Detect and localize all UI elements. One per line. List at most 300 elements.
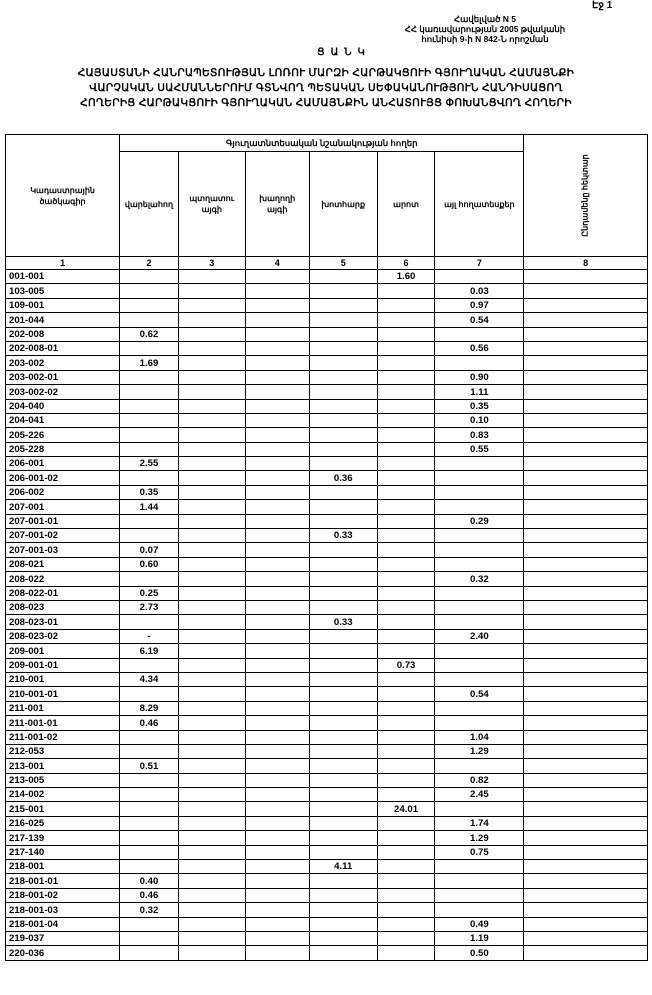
table-row: [6, 931, 648, 945]
value-cell: [309, 356, 377, 370]
value-cell: [309, 341, 377, 355]
cadastral-code-cell: 109-001: [6, 298, 120, 312]
value-cell: [524, 687, 648, 701]
table-row: [6, 356, 648, 370]
value-cell: [309, 327, 377, 341]
value-cell: [245, 543, 309, 557]
value-cell: 0.51: [120, 759, 179, 773]
value-cell: [377, 716, 435, 730]
value-cell: [377, 687, 435, 701]
table-row: [6, 672, 648, 686]
value-cell: [524, 557, 648, 571]
value-cell: [245, 557, 309, 571]
value-cell: 0.82: [435, 773, 524, 787]
value-cell: [377, 816, 435, 830]
table-row: [6, 557, 648, 571]
value-cell: [309, 514, 377, 528]
column-number: 4: [245, 257, 309, 270]
value-cell: 0.75: [435, 845, 524, 859]
value-cell: [524, 284, 648, 298]
value-cell: [435, 529, 524, 543]
value-cell: [524, 600, 648, 614]
value-cell: [524, 485, 648, 499]
cadastral-code-cell: 218-001-04: [6, 917, 120, 931]
value-cell: [120, 370, 179, 384]
cadastral-code-cell: 212-053: [6, 744, 120, 758]
header-pasture: արոտ: [377, 152, 435, 257]
value-cell: [524, 615, 648, 629]
value-cell: [245, 788, 309, 802]
table-row: [6, 514, 648, 528]
value-cell: 2.40: [435, 629, 524, 643]
value-cell: [245, 931, 309, 945]
value-cell: 6.19: [120, 644, 179, 658]
value-cell: [120, 399, 179, 413]
value-cell: [245, 428, 309, 442]
value-cell: [524, 701, 648, 715]
value-cell: [120, 845, 179, 859]
value-cell: [524, 313, 648, 327]
value-cell: 0.54: [435, 687, 524, 701]
value-cell: [524, 773, 648, 787]
value-cell: [120, 284, 179, 298]
value-cell: [245, 716, 309, 730]
table-row: [6, 485, 648, 499]
cadastral-code-cell: 204-040: [6, 399, 120, 413]
value-cell: 0.25: [120, 586, 179, 600]
value-cell: [377, 356, 435, 370]
table-row: [6, 701, 648, 715]
value-cell: [178, 428, 245, 442]
value-cell: [178, 816, 245, 830]
table-row: [6, 270, 648, 284]
value-cell: [309, 788, 377, 802]
value-cell: [245, 385, 309, 399]
table-row: [6, 716, 648, 730]
value-cell: 1.19: [435, 931, 524, 945]
value-cell: [120, 744, 179, 758]
value-cell: [245, 701, 309, 715]
cadastral-code-cell: 211-001: [6, 701, 120, 715]
value-cell: [309, 816, 377, 830]
value-cell: [245, 658, 309, 672]
value-cell: [178, 442, 245, 456]
value-cell: 0.33: [309, 529, 377, 543]
value-cell: [377, 730, 435, 744]
cadastral-code-cell: 203-002-01: [6, 370, 120, 384]
value-cell: [435, 658, 524, 672]
table-row: [6, 888, 648, 902]
value-cell: [524, 860, 648, 874]
cadastral-code-cell: 001-001: [6, 270, 120, 284]
value-cell: [178, 399, 245, 413]
value-cell: [377, 931, 435, 945]
table-row: [6, 946, 648, 960]
table-row: [6, 845, 648, 859]
value-cell: [245, 327, 309, 341]
table-row: [6, 629, 648, 643]
table-row: [6, 773, 648, 787]
value-cell: [524, 658, 648, 672]
value-cell: 0.49: [435, 917, 524, 931]
value-cell: [435, 759, 524, 773]
value-cell: 0.56: [435, 341, 524, 355]
value-cell: [435, 471, 524, 485]
value-cell: [435, 543, 524, 557]
value-cell: [178, 298, 245, 312]
value-cell: [178, 284, 245, 298]
value-cell: [309, 744, 377, 758]
value-cell: [120, 442, 179, 456]
value-cell: 1.74: [435, 816, 524, 830]
value-cell: [377, 413, 435, 427]
table-row: [6, 284, 648, 298]
value-cell: 0.55: [435, 442, 524, 456]
value-cell: [524, 946, 648, 960]
value-cell: [377, 370, 435, 384]
value-cell: [245, 845, 309, 859]
value-cell: [377, 557, 435, 571]
value-cell: [435, 586, 524, 600]
cadastral-code-cell: 213-005: [6, 773, 120, 787]
value-cell: [377, 788, 435, 802]
value-cell: [178, 572, 245, 586]
value-cell: 0.33: [309, 615, 377, 629]
value-cell: 0.40: [120, 874, 179, 888]
value-cell: [178, 917, 245, 931]
cadastral-code-cell: 217-139: [6, 831, 120, 845]
value-cell: [524, 428, 648, 442]
cadastral-code-cell: 208-023-02: [6, 629, 120, 643]
value-cell: [377, 917, 435, 931]
value-cell: [377, 874, 435, 888]
value-cell: [377, 313, 435, 327]
value-cell: [178, 615, 245, 629]
table-row: [6, 600, 648, 614]
value-cell: [245, 917, 309, 931]
value-cell: [435, 644, 524, 658]
value-cell: [178, 629, 245, 643]
value-cell: [377, 514, 435, 528]
cadastral-code-cell: 103-005: [6, 284, 120, 298]
table-row: [6, 385, 648, 399]
table-row: [6, 586, 648, 600]
column-number: 6: [377, 257, 435, 270]
value-cell: [309, 845, 377, 859]
value-cell: [377, 903, 435, 917]
value-cell: [377, 644, 435, 658]
value-cell: [524, 744, 648, 758]
value-cell: [178, 701, 245, 715]
cadastral-code-cell: 204-041: [6, 413, 120, 427]
cadastral-code-cell: 209-001-01: [6, 658, 120, 672]
value-cell: [435, 500, 524, 514]
table-row: [6, 327, 648, 341]
value-cell: 0.07: [120, 543, 179, 557]
value-cell: 1.29: [435, 744, 524, 758]
value-cell: [120, 831, 179, 845]
value-cell: [309, 284, 377, 298]
column-number: 7: [435, 257, 524, 270]
value-cell: 0.35: [435, 399, 524, 413]
value-cell: [120, 529, 179, 543]
value-cell: [524, 341, 648, 355]
table-row: [6, 442, 648, 456]
value-cell: [377, 543, 435, 557]
value-cell: [377, 327, 435, 341]
value-cell: [178, 413, 245, 427]
cadastral-code-cell: 217-140: [6, 845, 120, 859]
table-row: [6, 917, 648, 931]
cadastral-code-cell: 208-021: [6, 557, 120, 571]
value-cell: [377, 341, 435, 355]
cadastral-code-cell: 213-001: [6, 759, 120, 773]
table-row: [6, 802, 648, 816]
cadastral-code-cell: 203-002: [6, 356, 120, 370]
table-row: [6, 644, 648, 658]
value-cell: [524, 457, 648, 471]
value-cell: [178, 341, 245, 355]
value-cell: 1.60: [377, 270, 435, 284]
cadastral-code-cell: 203-002-02: [6, 385, 120, 399]
header-total: [524, 135, 648, 257]
value-cell: [524, 644, 648, 658]
value-cell: [309, 946, 377, 960]
value-cell: [245, 442, 309, 456]
table-row: [6, 759, 648, 773]
value-cell: [435, 716, 524, 730]
value-cell: [309, 701, 377, 715]
header-cadastral-code: Կադաստրային ծածկագիր: [6, 135, 120, 257]
value-cell: [245, 860, 309, 874]
cadastral-code-cell: 218-001-01: [6, 874, 120, 888]
value-cell: [524, 270, 648, 284]
cadastral-code-cell: 211-001-02: [6, 730, 120, 744]
value-cell: [120, 917, 179, 931]
value-cell: [377, 773, 435, 787]
cadastral-code-cell: 207-001: [6, 500, 120, 514]
value-cell: [377, 572, 435, 586]
cadastral-code-cell: 207-001-03: [6, 543, 120, 557]
value-cell: [178, 557, 245, 571]
cadastral-code-cell: 208-023-01: [6, 615, 120, 629]
value-cell: [178, 586, 245, 600]
value-cell: [245, 356, 309, 370]
value-cell: [178, 644, 245, 658]
table-row: [6, 903, 648, 917]
table-row: [6, 860, 648, 874]
document-title: [6, 66, 646, 111]
value-cell: [377, 759, 435, 773]
value-cell: [245, 270, 309, 284]
value-cell: 24.01: [377, 802, 435, 816]
value-cell: [524, 931, 648, 945]
header-hayfield: խոտհարք: [309, 152, 377, 257]
value-cell: [120, 313, 179, 327]
value-cell: [309, 500, 377, 514]
cadastral-code-cell: 211-001-01: [6, 716, 120, 730]
value-cell: [309, 903, 377, 917]
value-cell: [178, 471, 245, 485]
value-cell: [120, 946, 179, 960]
value-cell: 0.03: [435, 284, 524, 298]
value-cell: 0.32: [435, 572, 524, 586]
value-cell: [245, 730, 309, 744]
value-cell: [245, 773, 309, 787]
cadastral-code-cell: 201-044: [6, 313, 120, 327]
value-cell: [377, 888, 435, 902]
value-cell: [309, 370, 377, 384]
value-cell: [435, 802, 524, 816]
value-cell: [524, 298, 648, 312]
value-cell: [524, 327, 648, 341]
value-cell: [120, 514, 179, 528]
value-cell: [377, 615, 435, 629]
value-cell: [435, 860, 524, 874]
value-cell: [120, 816, 179, 830]
header-arable: վարելահող: [120, 152, 179, 257]
value-cell: [524, 514, 648, 528]
value-cell: [309, 270, 377, 284]
value-cell: [245, 514, 309, 528]
value-cell: [245, 413, 309, 427]
value-cell: [309, 586, 377, 600]
value-cell: [524, 500, 648, 514]
value-cell: 0.36: [309, 471, 377, 485]
value-cell: [309, 313, 377, 327]
land-table: [5, 134, 648, 961]
annex-line-1: Հավելված N 5: [454, 14, 516, 24]
value-cell: [377, 471, 435, 485]
cadastral-code-cell: 208-023: [6, 600, 120, 614]
value-cell: [309, 399, 377, 413]
cadastral-code-cell: 205-228: [6, 442, 120, 456]
cadastral-code-cell: 215-001: [6, 802, 120, 816]
value-cell: [377, 672, 435, 686]
value-cell: [178, 385, 245, 399]
value-cell: [524, 356, 648, 370]
value-cell: [377, 385, 435, 399]
value-cell: [435, 557, 524, 571]
value-cell: [524, 586, 648, 600]
value-cell: [245, 831, 309, 845]
value-cell: [178, 888, 245, 902]
value-cell: [377, 831, 435, 845]
value-cell: [309, 773, 377, 787]
value-cell: [178, 270, 245, 284]
value-cell: [309, 557, 377, 571]
table-row: [6, 428, 648, 442]
value-cell: [178, 672, 245, 686]
value-cell: [524, 845, 648, 859]
value-cell: [524, 572, 648, 586]
table-row: [6, 874, 648, 888]
value-cell: 0.32: [120, 903, 179, 917]
value-cell: [524, 413, 648, 427]
value-cell: [120, 788, 179, 802]
value-cell: [178, 327, 245, 341]
table-body: [6, 270, 648, 961]
table-row: [6, 744, 648, 758]
value-cell: 0.54: [435, 313, 524, 327]
value-cell: 0.46: [120, 716, 179, 730]
table-row: [6, 413, 648, 427]
value-cell: [309, 543, 377, 557]
value-cell: 1.69: [120, 356, 179, 370]
value-cell: [524, 917, 648, 931]
value-cell: [435, 600, 524, 614]
value-cell: [377, 485, 435, 499]
table-row: [6, 500, 648, 514]
value-cell: [309, 428, 377, 442]
value-cell: [120, 931, 179, 945]
value-cell: [178, 356, 245, 370]
value-cell: [309, 802, 377, 816]
value-cell: [178, 485, 245, 499]
value-cell: [245, 903, 309, 917]
value-cell: [309, 931, 377, 945]
value-cell: [178, 457, 245, 471]
cadastral-code-cell: 202-008: [6, 327, 120, 341]
value-cell: [377, 500, 435, 514]
value-cell: [178, 529, 245, 543]
value-cell: [524, 471, 648, 485]
annex-block: [380, 14, 590, 44]
value-cell: 0.60: [120, 557, 179, 571]
value-cell: [309, 716, 377, 730]
value-cell: [120, 385, 179, 399]
value-cell: 1.04: [435, 730, 524, 744]
value-cell: [245, 457, 309, 471]
value-cell: [309, 629, 377, 643]
value-cell: [524, 629, 648, 643]
value-cell: [435, 356, 524, 370]
value-cell: [309, 874, 377, 888]
value-cell: [178, 845, 245, 859]
value-cell: [178, 370, 245, 384]
header-orchard: պտղատու այգի: [178, 152, 245, 257]
value-cell: [245, 744, 309, 758]
value-cell: [245, 485, 309, 499]
value-cell: [245, 313, 309, 327]
value-cell: [435, 903, 524, 917]
value-cell: [245, 529, 309, 543]
value-cell: [178, 600, 245, 614]
table-row: [6, 399, 648, 413]
value-cell: [245, 615, 309, 629]
table-row: [6, 313, 648, 327]
value-cell: [377, 946, 435, 960]
value-cell: [120, 773, 179, 787]
value-cell: 0.97: [435, 298, 524, 312]
value-cell: [245, 284, 309, 298]
value-cell: [178, 514, 245, 528]
value-cell: [178, 773, 245, 787]
value-cell: [120, 615, 179, 629]
value-cell: [120, 298, 179, 312]
value-cell: [245, 341, 309, 355]
table-row: [6, 816, 648, 830]
value-cell: 0.90: [435, 370, 524, 384]
value-cell: [245, 888, 309, 902]
value-cell: [178, 687, 245, 701]
cadastral-code-cell: 208-022-01: [6, 586, 120, 600]
value-cell: [309, 298, 377, 312]
value-cell: 0.10: [435, 413, 524, 427]
cadastral-code-cell: 209-001: [6, 644, 120, 658]
value-cell: [309, 917, 377, 931]
value-cell: [245, 471, 309, 485]
